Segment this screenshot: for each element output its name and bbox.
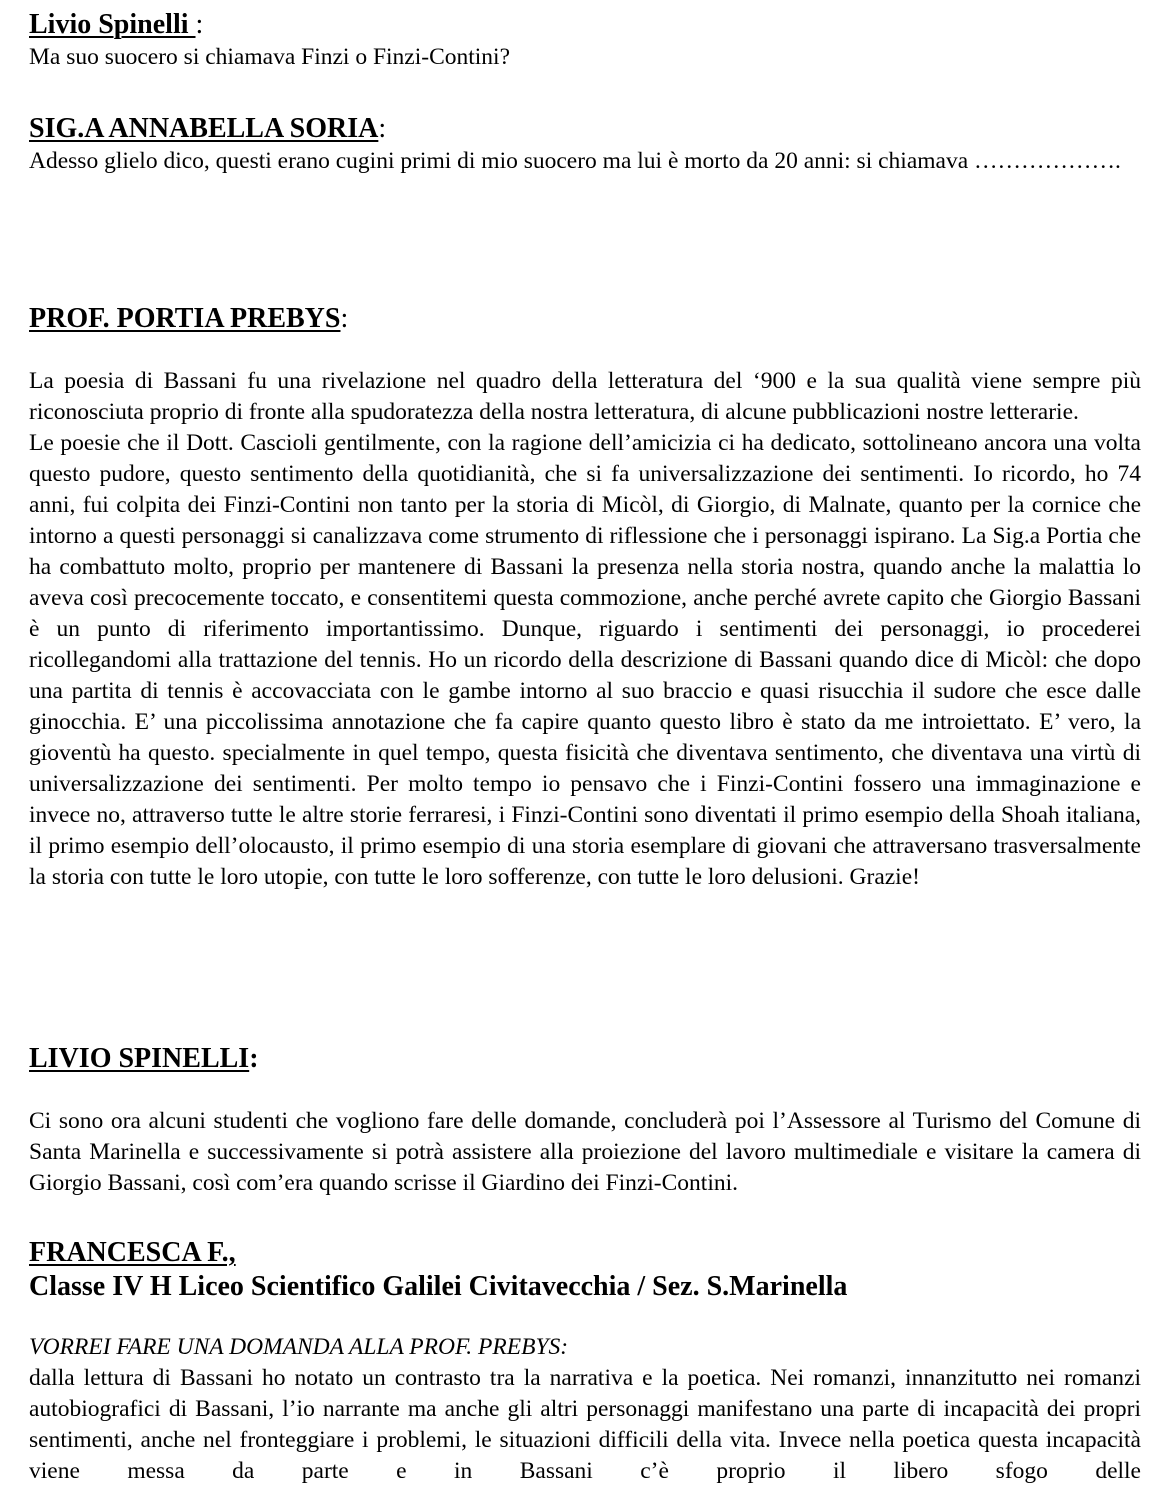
speaker-colon: : <box>195 9 204 40</box>
speaker-name <box>29 302 1141 336</box>
speaker-colon: : <box>340 303 349 334</box>
utterance-paragraph-1: La poesia di Bassani fu una rivelazione nel quadro della letteratura del ‘900 e la sua qualità viene sempre più riconosciuta proprio di fronte alla spudoratezza della nostra letteratura, di alcune pubblicazioni nostre letterarie. <box>29 368 1141 425</box>
speaker-class: Classe IV H Liceo Scientifico Galilei Civitavecchia / Sez. S.Marinella <box>29 1271 848 1302</box>
block-livio-spinelli-1 <box>29 8 1141 73</box>
utterance-text: dalla lettura di Bassani ho notato un contrasto tra la narrativa e la poetica. Nei romanzi, innanzitutto nei romanzi autobiografici di Bassani, l’io narrante ma anche gli altri personaggi manifestano una parte di incapacità dei propri sentimenti, anche nel fronteggiare i problemi, le situazioni difficili della vita. Invece nella poetica questa incapacità viene messa da parte e in Bassani c’è proprio il libero sfogo delle <box>29 1365 1141 1484</box>
speaker-label: PROF. PORTIA PREBYS <box>29 303 341 334</box>
block-francesca <box>29 1236 1141 1487</box>
speaker-name <box>29 1236 1141 1270</box>
speaker-label: LIVIO SPINELLI <box>29 1043 250 1074</box>
utterance-text: Ma suo suocero si chiamava Finzi o Finzi-Contini? <box>29 44 511 70</box>
speaker-name <box>29 8 1141 42</box>
speaker-colon: : <box>378 113 387 144</box>
speaker-label: SIG.A ANNABELLA SORIA <box>29 113 379 144</box>
speaker-colon: : <box>249 1043 259 1074</box>
speaker-label: FRANCESCA F., <box>29 1237 236 1268</box>
utterance-text: Adesso glielo dico, questi erano cugini primi di mio suocero ma lui è morto da 20 anni: si chiamava ………………. <box>29 148 1121 174</box>
speaker-name <box>29 112 1141 146</box>
block-portia-prebys <box>29 302 1141 893</box>
block-livio-spinelli-2 <box>29 1042 1141 1199</box>
utterance-text: Ci sono ora alcuni studenti che vogliono fare delle domande, concluderà poi l’Assessore al Turismo del Comune di Santa Marinella e successivamente si potrà assistere alla proiezione del lavoro multimediale e visitare la camera di Giorgio Bassani, così com’era quando scrisse il Giardino dei Finzi-Contini. <box>29 1108 1141 1196</box>
utterance-paragraph-2: Le poesie che il Dott. Cascioli gentilmente, con la ragione dell’amicizia ci ha dedicato, sottolineano ancora una volta questo pudore, questo sentimento della quotidianità, che si fa universalizzazione dei sentimenti. Io ricordo, ho 74 anni, fui colpita dei Finzi-Contini non tanto per la storia di Micòl, di Giorgio, di Malnate, quanto per la cornice che intorno a questi personaggi si canalizzava come strumento di riflessione che i personaggi ispirano. La Sig.a Portia che ha combattuto molto, proprio per mantenere di Bassani la presenza nella storia nostra, quando anche la malattia lo aveva così precocemente toccato, e consentitemi questa commozione, anche perché avrete capito che Giorgio Bassani è un punto di riferimento importantissimo. Dunque, riguardo i sentimenti dei personaggi, io procederei ricollegandomi alla trattazione del tennis. Ho un ricordo della descrizione di Bassani quando dice di Micòl: che dopo una partita di tennis è accovacciata con le gambe intorno al suo braccio e quasi risucchia il sudore che esce dalle ginocchia. E’ una piccolissima annotazione che fa capire quanto questo libro è stato da me introiettato. E’ vero, la gioventù ha questo. specialmente in quel tempo, questa fisicità che diventava sentimento, che diventava una virtù di universalizzazione dei sentimenti. Per molto tempo io pensavo che i Finzi-Contini fossero una immaginazione e invece no, attraverso tutte le altre storie ferraresi, i Finzi-Contini sono diventati il primo esempio della Shoah italiana, il primo esempio dell’olocausto, il primo esempio di una storia esemplare di giovani che attraversano trasversalmente la storia con tutte le loro utopie, con tutte le loro sofferenze, con tutte le loro delusioni. Grazie! <box>29 430 1141 890</box>
question-heading: VORREI FARE UNA DOMANDA ALLA PROF. PREBYS: <box>29 1334 569 1360</box>
block-annabella-soria <box>29 112 1141 177</box>
speaker-label: Livio Spinelli <box>29 9 196 40</box>
speaker-name <box>29 1042 1141 1076</box>
